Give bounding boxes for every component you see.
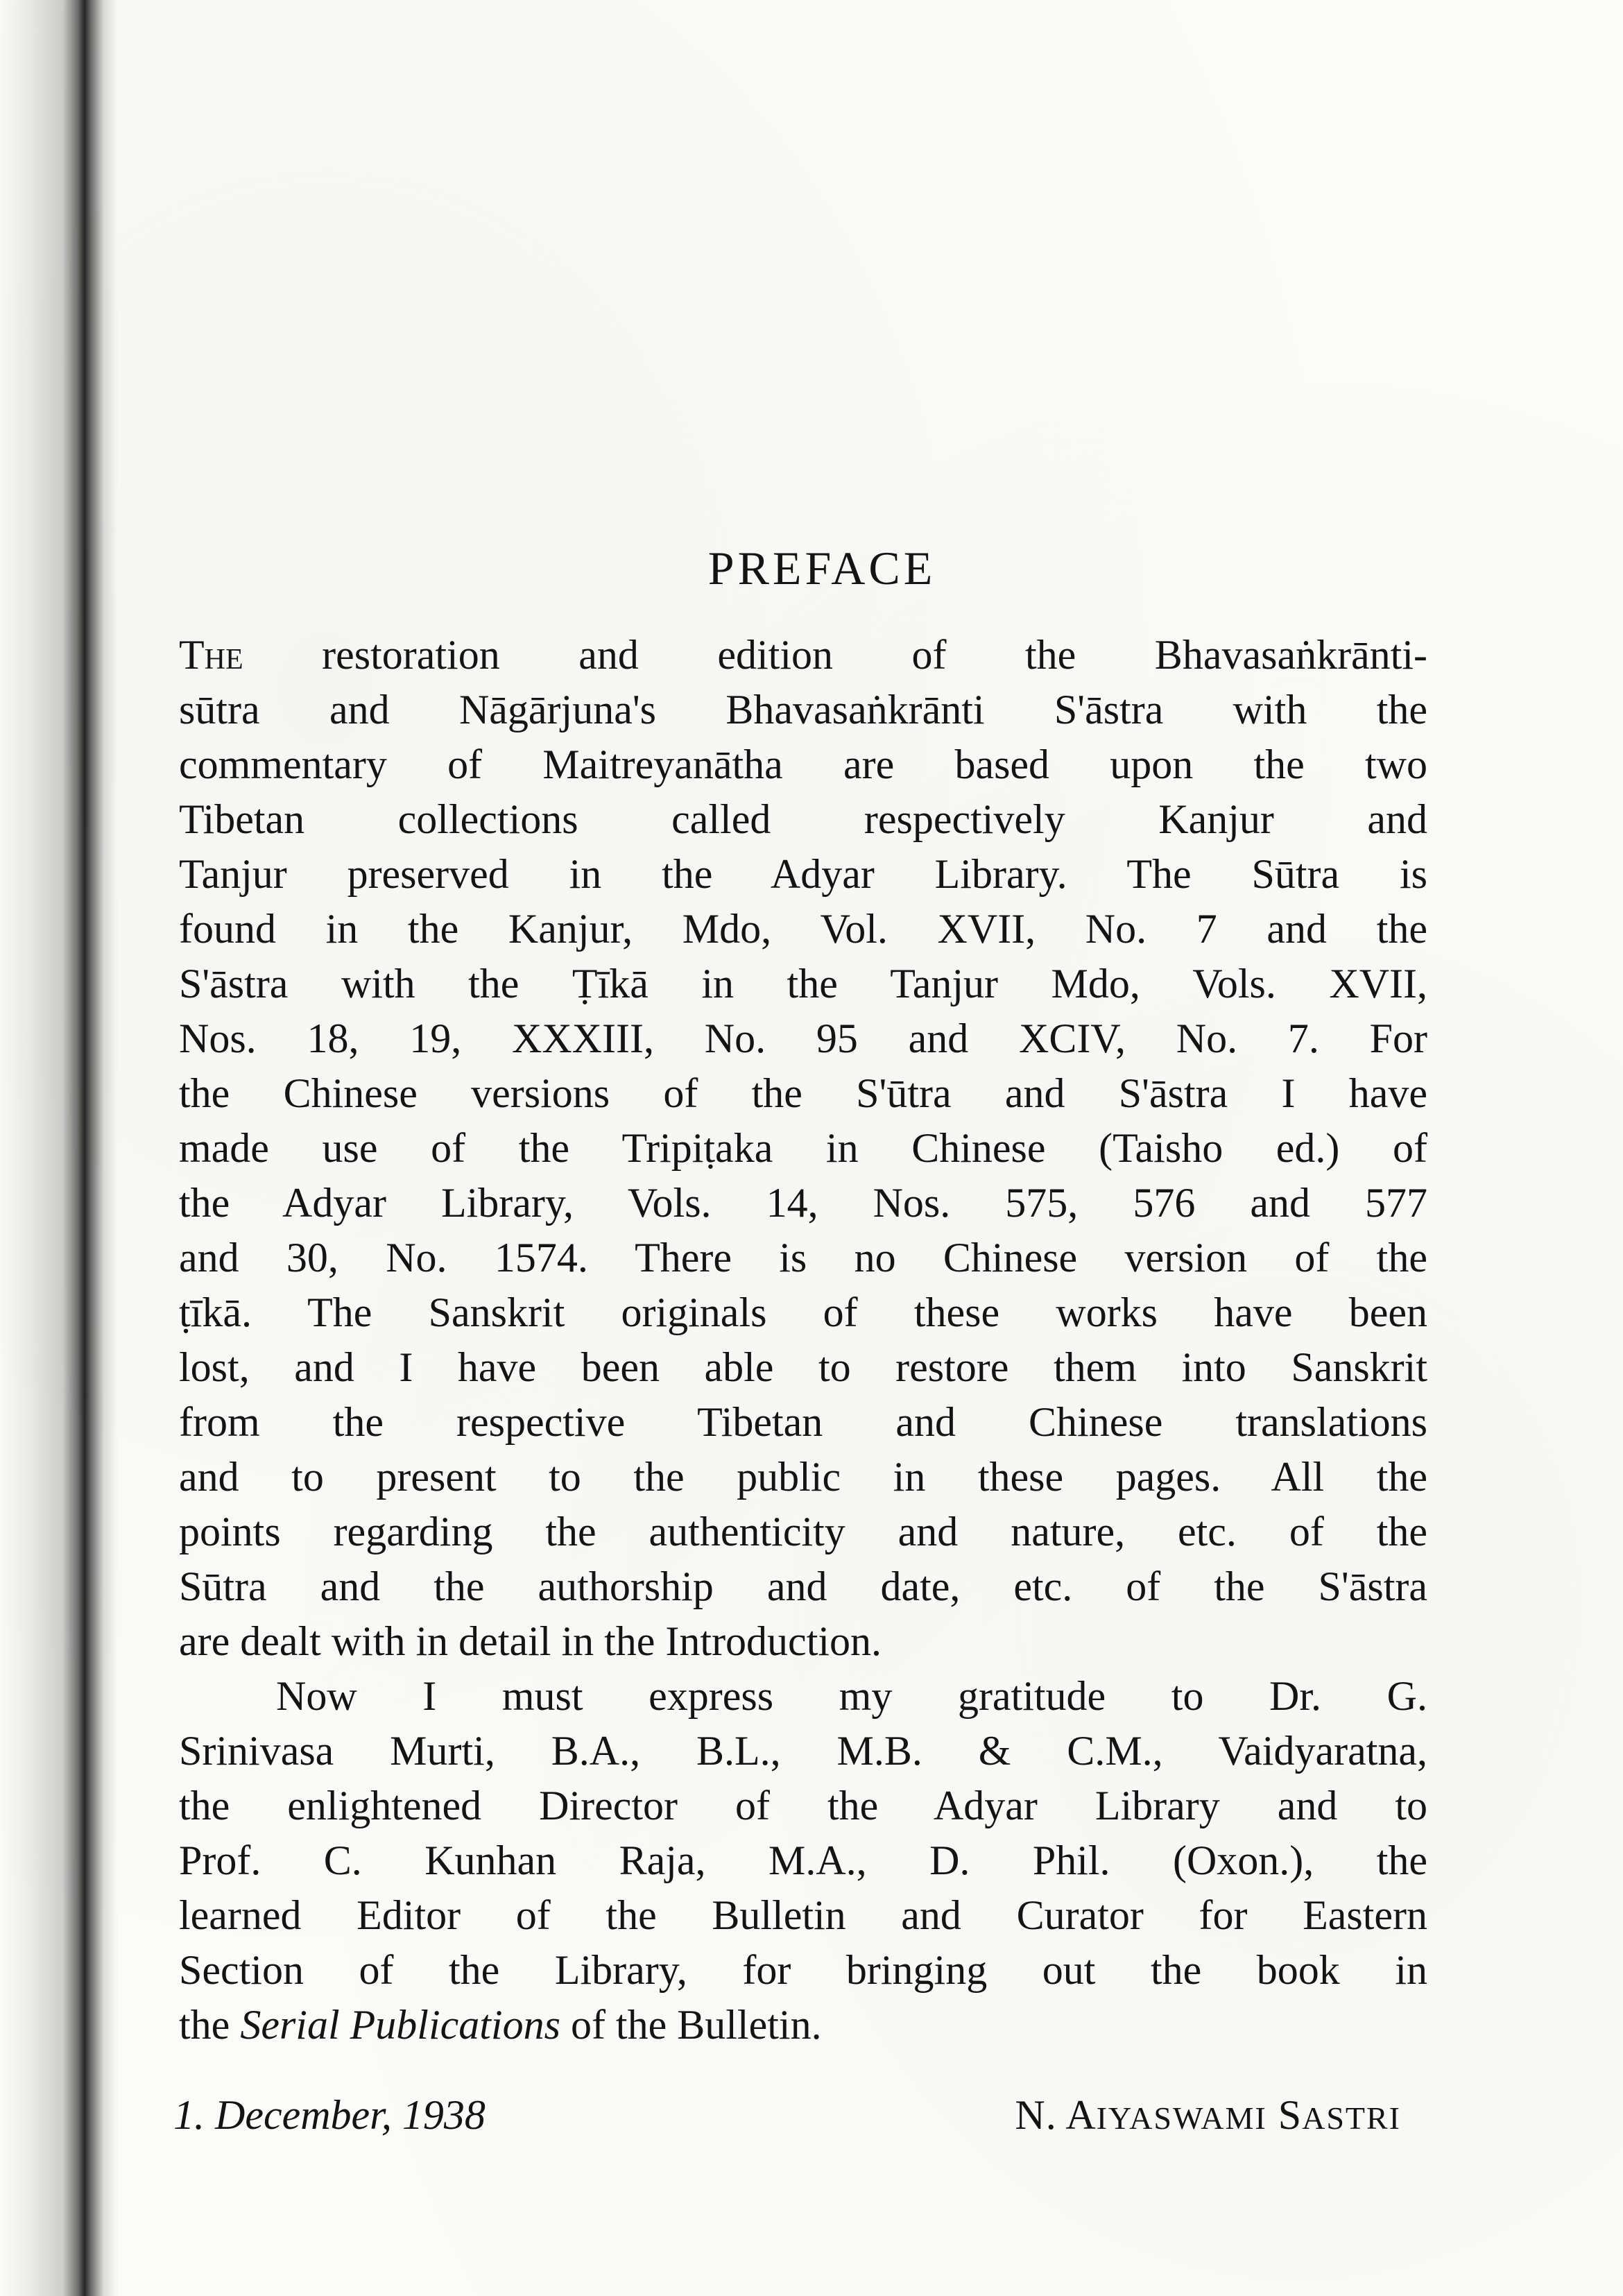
text-line: Nos. 18, 19, XXXIII, No. 95 and XCIV, No. 7. For [179, 1016, 1427, 1061]
signature-name-rest: IYASWAMI [1096, 2100, 1267, 2136]
author-signature [1015, 2088, 1401, 2145]
text-line: and to present to the public in these pages. All the [179, 1454, 1427, 1500]
text-line: made use of the Tripiṭaka in Chinese (Taisho ed.) of [179, 1125, 1427, 1171]
text-line: Prof. C. Kunhan Raja, M.A., D. Phil. (Oxon.), the [179, 1837, 1427, 1883]
text-line: learned Editor of the Bulletin and Curator for Eastern [179, 1892, 1427, 1938]
text-line: Srinivasa Murti, B.A., B.L., M.B. & C.M., Vaidyaratna, [179, 1728, 1427, 1774]
preface-date: 1. December, 1938 [173, 2092, 486, 2138]
text-line: ṭīkā. The Sanskrit originals of these works have been [179, 1290, 1427, 1335]
text-line: and 30, No. 1574. There is no Chinese version of the [179, 1235, 1427, 1280]
publication-title: Serial Publications [240, 2002, 560, 2048]
text-line: S'āstra with the Ṭīkā in the Tanjur Mdo, Vols. XVII, [179, 961, 1427, 1006]
text-line: found in the Kanjur, Mdo, Vol. XVII, No. 7 and the [179, 906, 1427, 952]
text-line: lost, and I have been able to restore them into Sanskrit [179, 1344, 1427, 1390]
text-line: Tanjur preserved in the Adyar Library. The Sūtra is [179, 851, 1427, 897]
text-line: the Adyar Library, Vols. 14, Nos. 575, 576 and 577 [179, 1180, 1427, 1226]
text-line [179, 1998, 1427, 2053]
paragraph-2 [179, 1669, 1427, 2053]
line-text: restoration and edition of the Bhavasaṅkrānti- [243, 632, 1427, 678]
page-title: PREFACE [707, 542, 936, 594]
text-line: Section of the Library, for bringing out the book in [179, 1947, 1427, 1993]
text-line [179, 628, 1427, 683]
first-word: The [179, 632, 243, 678]
book-spine-shadow [0, 0, 118, 2296]
text-line: from the respective Tibetan and Chinese translations [179, 1399, 1427, 1445]
text-line: sūtra and Nāgārjuna's Bhavasaṅkrānti S'āstra with the [179, 687, 1427, 733]
paragraph-1 [179, 628, 1427, 1669]
line-suffix: of the Bulletin. [560, 2002, 822, 2048]
preface-body [179, 628, 1427, 2053]
signature-surname-rest: ASTRI [1302, 2100, 1401, 2136]
signature-surname-initial: S [1278, 2092, 1303, 2138]
text-line: are dealt with in detail in the Introduction. [179, 1618, 882, 1664]
text-line: Now I must express my gratitude to Dr. G. [276, 1673, 1427, 1719]
text-line: the enlightened Director of the Adyar Library and to [179, 1783, 1427, 1828]
text-line: Tibetan collections called respectively Kanjur and [179, 796, 1427, 842]
signature-initial: N. A [1015, 2092, 1097, 2138]
text-line: the Chinese versions of the S'ūtra and S'āstra I have [179, 1070, 1427, 1116]
text-line: points regarding the authenticity and nature, etc. of the [179, 1509, 1427, 1554]
text-line: Sūtra and the authorship and date, etc. of the S'āstra [179, 1563, 1427, 1609]
line-prefix: the [179, 2002, 241, 2048]
text-line: commentary of Maitreyanātha are based upon the two [179, 742, 1427, 787]
